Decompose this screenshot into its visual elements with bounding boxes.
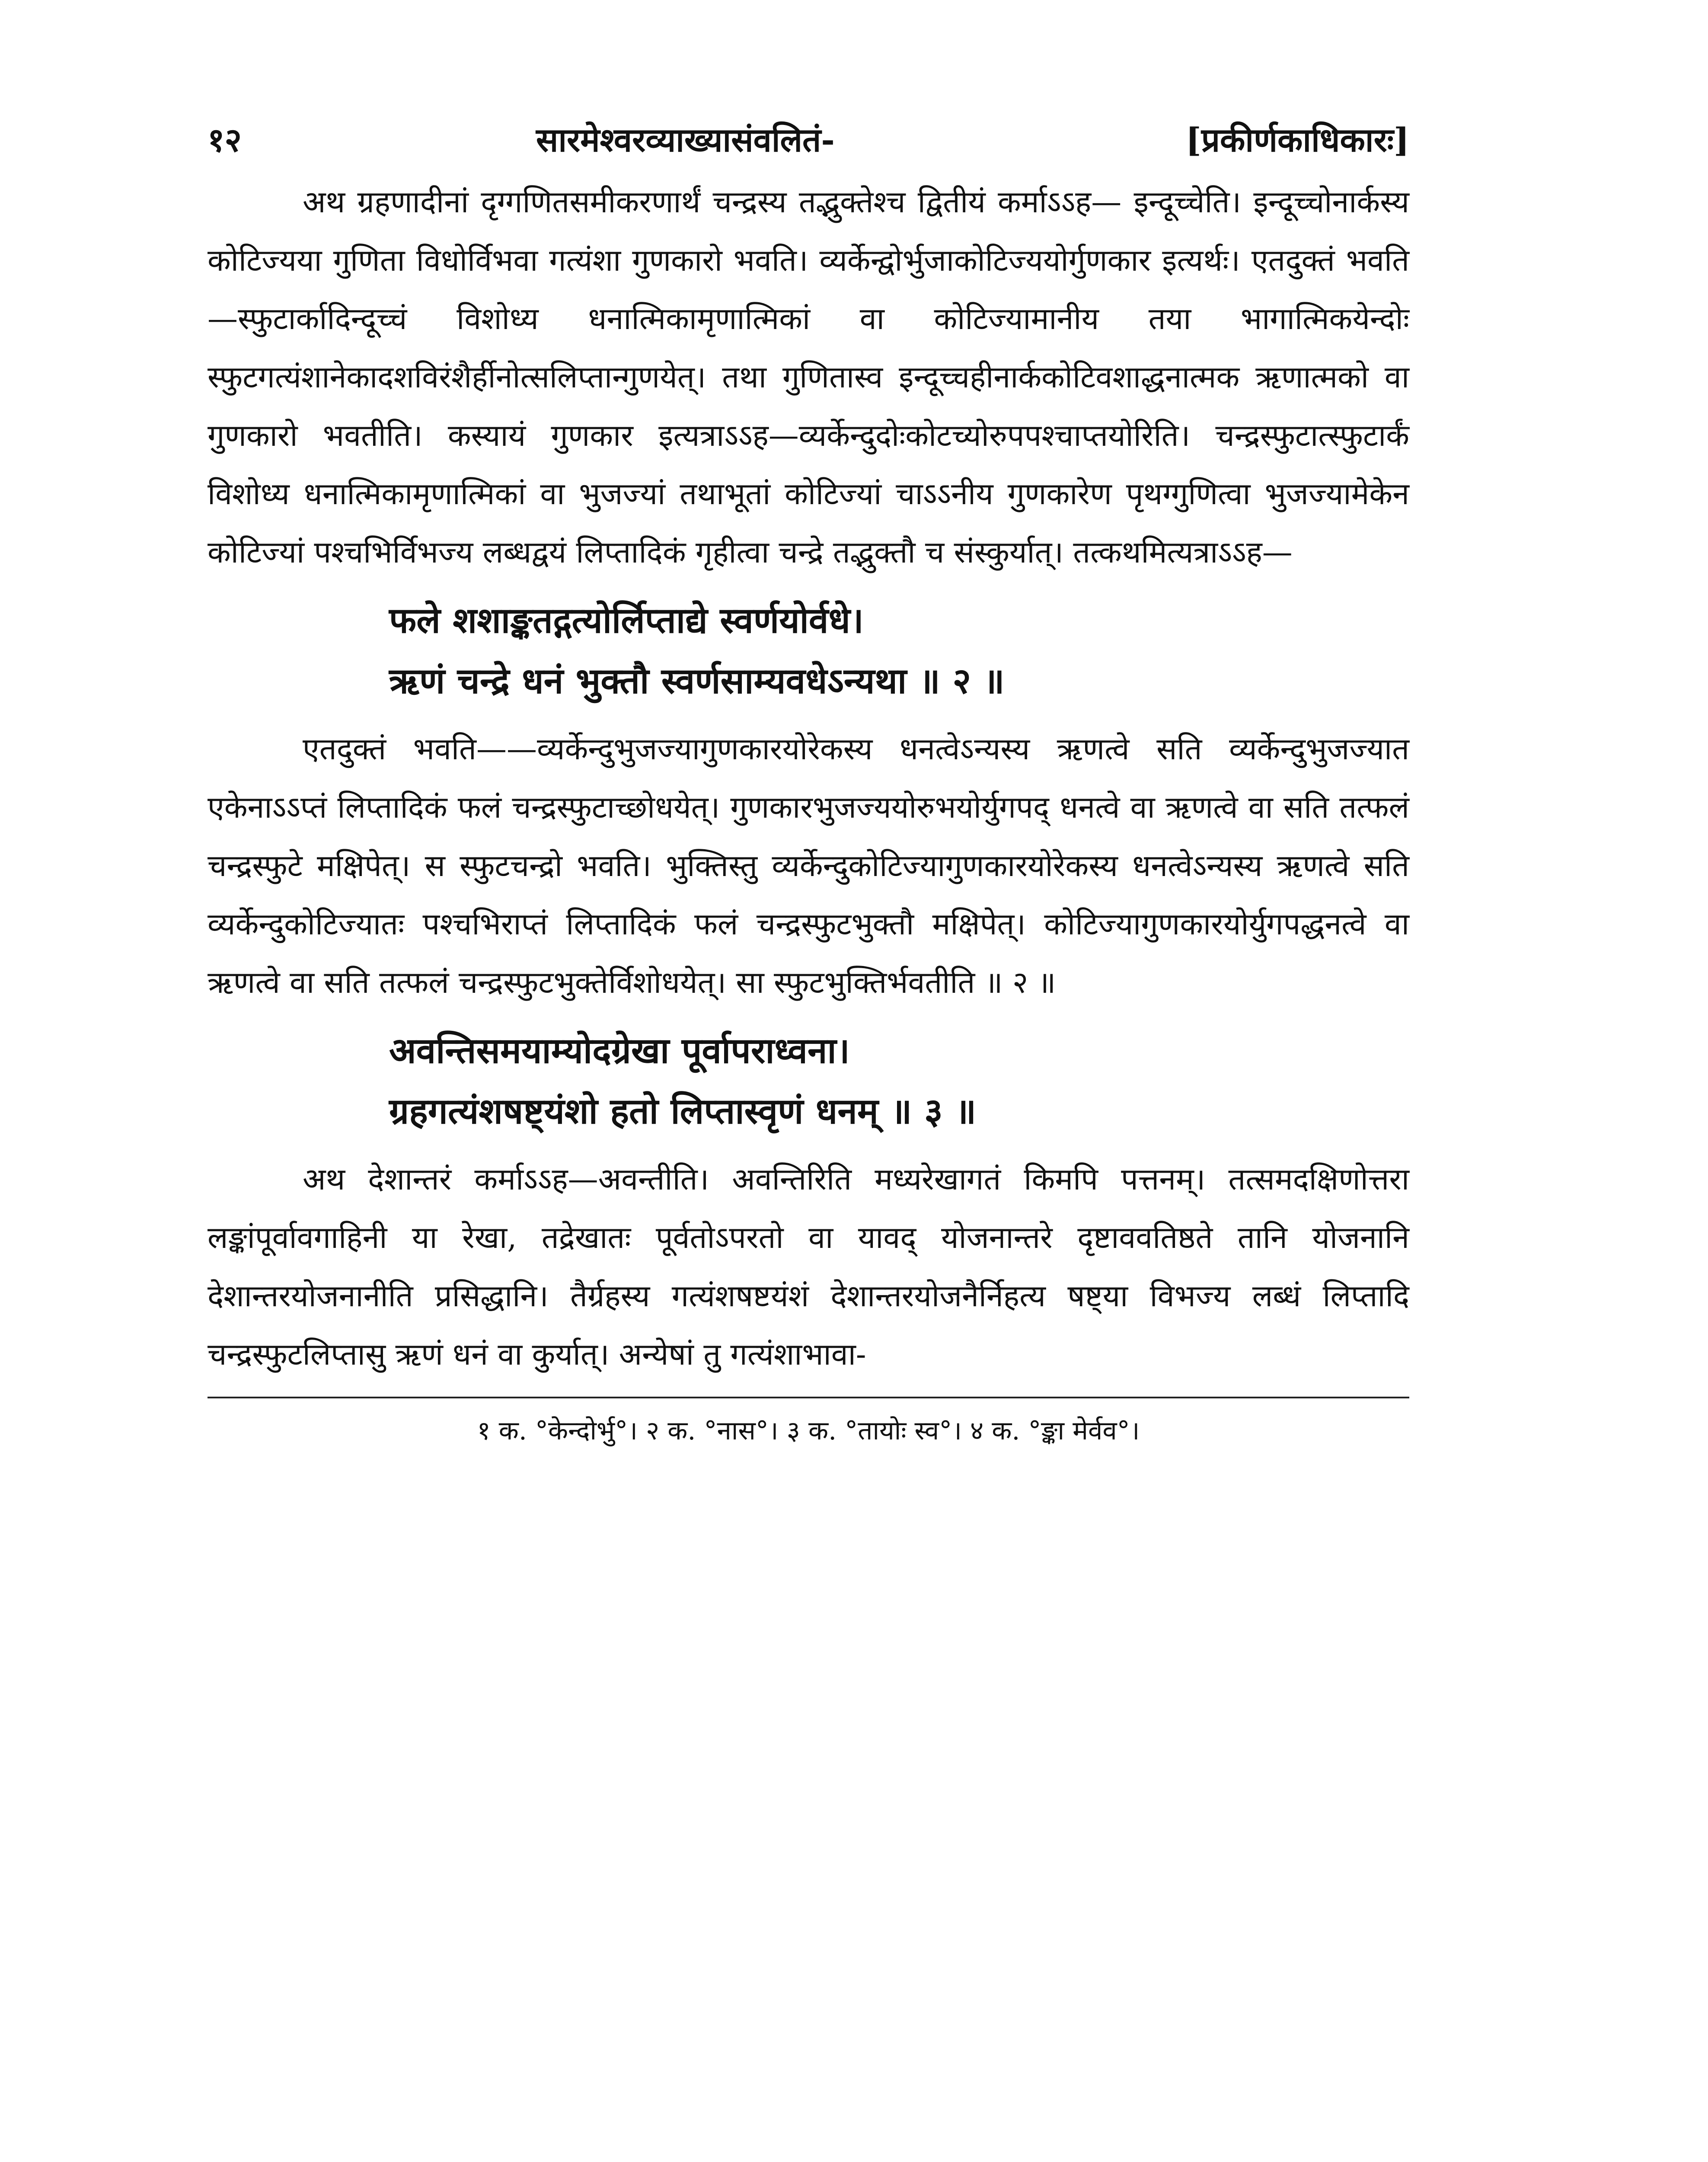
- footnotes: १ क. °केन्दोर्भु°। २ क. °नास°। ३ क. °तायोः स्व°। ४ क. °ङ्का मेर्वव°।: [477, 1416, 1140, 1446]
- verse-2-line-2: ऋणं चन्द्रे धनं भुक्तौ स्वर्णसाम्यवधेऽन्यथा ॥ २ ॥: [389, 660, 1005, 702]
- commentary-paragraph-1: अथ ग्रहणादीनां दृग्गणितसमीकरणार्थं चन्द्रस्य तद्भुक्तेश्च द्वितीयं कर्माऽऽह— इन्दूच्चेति। इन्दूच्चोनार्कस्य कोटिज्यया गुणिता विधोर्विभवा गत्यंशा गुणकारो भवति। व्यर्केन्द्वोर्भुजाकोटिज्ययोर्गुणकार इत्यर्थः। एतदुक्तं भवति—स्फुटार्कादिन्दूच्चं विशोध्य धनात्मिकामृणात्मिकां वा कोटिज्यामानीय तया भागात्मिकयेन्दोः स्फुटगत्यंशानेकादशविरंशैर्हीनोत्सलिप्तान्गुणयेत्। तथा गुणितास्व इन्दूच्चहीनार्ककोटिवशाद्धनात्मक ऋणात्मको वा गुणकारो भवतीति। कस्यायं गुणकार इत्यत्राऽऽह—व्यर्केन्दुदोःकोटच्योरुपपश्चाप्तयोरिति। चन्द्रस्फुटात्स्फुटार्कं विशोध्य धनात्मिकामृणात्मिकां वा भुजज्यां तथाभूतां कोटिज्यां चाऽऽनीय गुणकारेण पृथग्गुणित्वा भुजज्यामेकेन कोटिज्यां पश्चभिर्विभज्य लब्धद्वयं लिप्तादिकं गृहीत्वा चन्द्रे तद्भुक्तौ च संस्कुर्यात्। तत्कथमित्यत्राऽऽह—: [208, 184, 1409, 570]
- running-head: सारमेश्वरव्याख्यासंवलितं-: [536, 121, 835, 159]
- verse-2-line-1: फले शशाङ्कतद्गत्योर्लिप्ताद्ये स्वर्णयोर्वधे।: [389, 600, 864, 641]
- verse-3: [389, 1020, 1409, 1142]
- section-head: [प्रकीर्णकाधिकारः]: [1185, 121, 1409, 159]
- verse-2: [389, 590, 1409, 711]
- commentary-paragraph-3: अथ देशान्तरं कर्माऽऽह—अवन्तीति। अवन्तिरिति मध्यरेखागतं किमपि पत्तनम्। तत्समदक्षिणोत्तरा लङ्कांपूर्वावगाहिनी या रेखा, तद्रेखातः पूर्वतोऽपरतो वा यावद् योजनान्तरे दृष्टाववतिष्ठते तानि योजनानि देशान्तरयोजनानीति प्रसिद्धानि। तैर्ग्रहस्य गत्यंशषष्टयंशं देशान्तरयोजनैर्निहत्य षष्ट्या विभज्य लब्धं लिप्तादि चन्द्रस्फुटलिप्तासु ऋणं धनं वा कुर्यात्। अन्येषां तु गत्यंशाभावा-: [208, 1161, 1409, 1372]
- footnote-divider: [208, 1397, 1409, 1398]
- page-number: १२: [208, 121, 242, 159]
- verse-3-line-2: ग्रहगत्यंशषष्ट्यंशो हतो लिप्तास्वृणं धनम् ॥ ३ ॥: [389, 1091, 977, 1132]
- commentary-paragraph-2: एतदुक्तं भवति——व्यर्केन्दुभुजज्यागुणकारयोरेकस्य धनत्वेऽन्यस्य ऋणत्वे सति व्यर्केन्दुभुजज्यात एकेनाऽऽप्तं लिप्तादिकं फलं चन्द्रस्फुटाच्छोधयेत्। गुणकारभुजज्ययोरुभयोर्युगपद् धनत्वे वा ऋणत्वे वा सति तत्फलं चन्द्रस्फुटे मक्षिपेत्। स स्फुटचन्द्रो भवति। भुक्तिस्तु व्यर्केन्दुकोटिज्यागुणकारयोरेकस्य धनत्वेऽन्यस्य ऋणत्वे सति व्यर्केन्दुकोटिज्यातः पश्चभिराप्तं लिप्तादिकं फलं चन्द्रस्फुटभुक्तौ मक्षिपेत्। कोटिज्यागुणकारयोर्युगपद्धनत्वे वा ऋणत्वे वा सति तत्फलं चन्द्रस्फुटभुक्तेर्विशोधयेत्। सा स्फुटभुक्तिर्भवतीति ॥ २ ॥: [208, 731, 1409, 1000]
- verse-3-line-1: अवन्तिसमयाम्योदग्रेखा पूर्वापराध्वना।: [389, 1030, 850, 1071]
- page: [208, 108, 1409, 1450]
- page-header: [208, 108, 1409, 173]
